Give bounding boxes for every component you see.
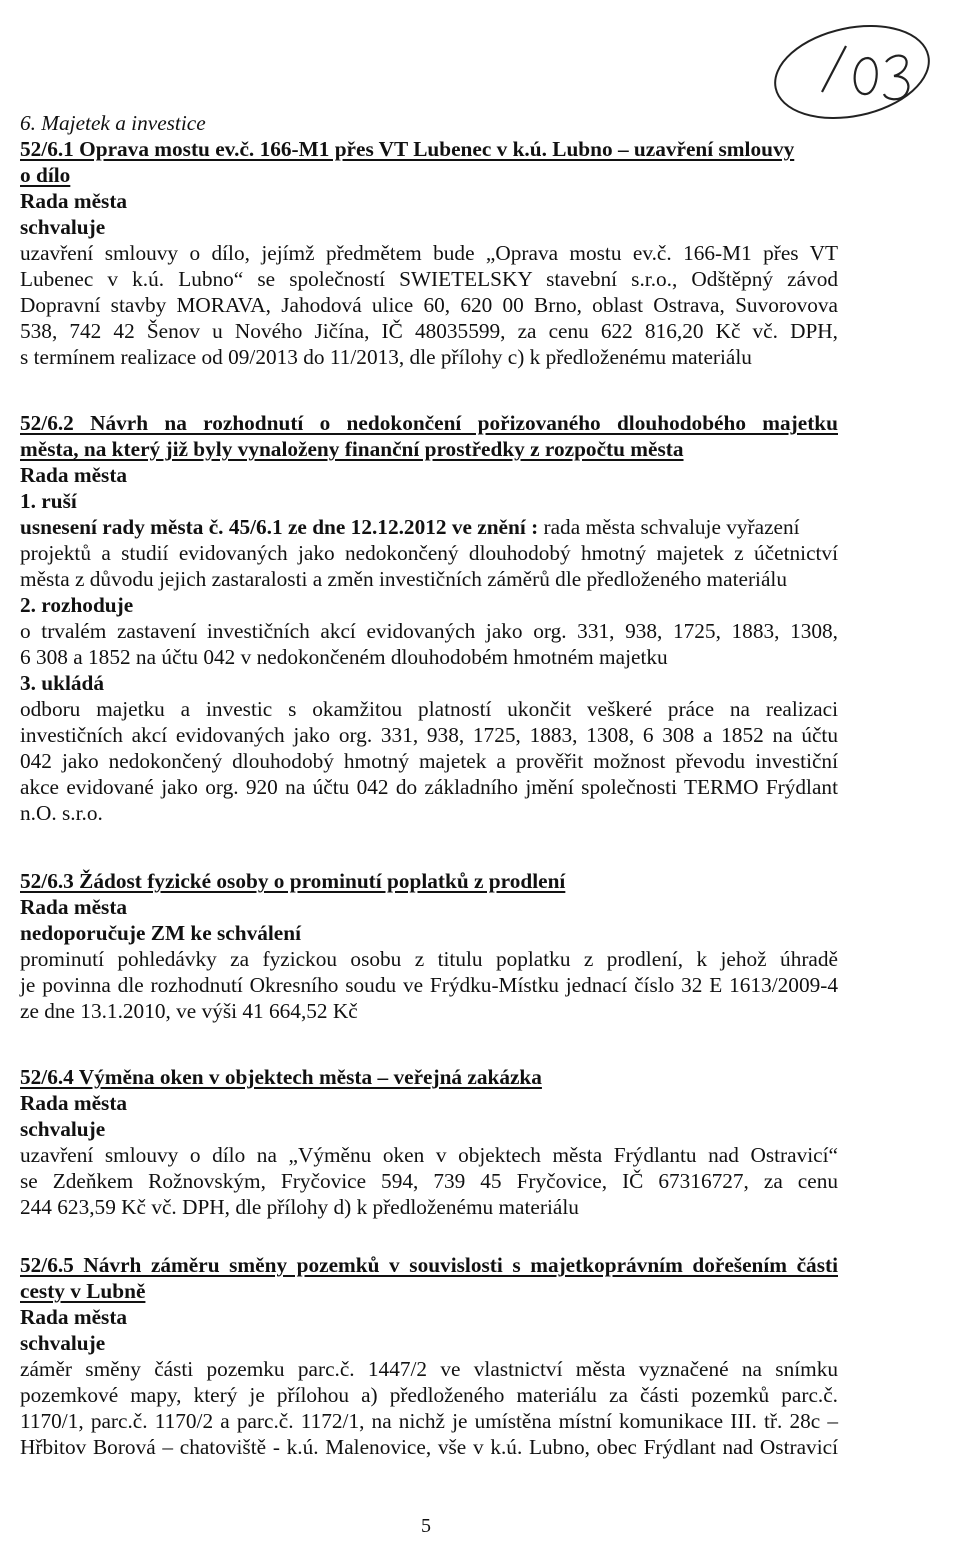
item-6-4-title: 52/6.4 Výměna oken v objektech města – veřejná zakázka (20, 1065, 542, 1089)
item-6-3-text-line: je povinna dle rozhodnutí Okresního soudu ve Frýdku-Místku jednací číslo 32 E 1613/2009-4 (20, 973, 838, 997)
item-6-2-text-line: 6 308 a 1852 na účtu 042 v nedokončeném dlouhodobém hmotném majetku (20, 645, 668, 669)
item-6-2-text-line: akce evidované jako org. 920 na účtu 042 do základního jmění společnosti TERMO Frýdlant (20, 775, 838, 799)
item-6-2-text-line: investičních akcí evidovaných jako org. 331, 938, 1725, 1883, 1308, 6 308 a 1852 na účtu (20, 723, 838, 747)
item-6-5-text-line: 1170/1, parc.č. 1170/2 a parc.č. 1172/1, na nichž je umístěna místní komunikace III. tř. 28c – (20, 1409, 838, 1433)
item-6-2-text-line: odboru majetku a investic s okamžitou platností ukončit veškeré práce na realizaci (20, 697, 838, 721)
item-6-1-text-line: Dopravní stavby MORAVA, Jahodová ulice 60, 620 00 Brno, oblast Ostrava, Suvorovova (20, 293, 838, 317)
item-6-4-verb: schvaluje (20, 1117, 106, 1141)
item-6-1-text-line: 538, 742 42 Šenov u Nového Jičína, IČ 48035599, za cenu 622 816,20 Kč vč. DPH, (20, 319, 838, 343)
item-6-2-text-line: 042 jako nedokončený dlouhodobý hmotný majetek a prověřit možnost převodu investiční (20, 749, 838, 773)
item-6-4-text-line: 244 623,59 Kč vč. DPH, dle přílohy d) k předloženému materiálu (20, 1195, 579, 1219)
resolution-reference: usnesení rady města č. 45/6.1 ze dne 12.12.2012 ve znění : (20, 515, 539, 539)
item-6-2-point-1: 1. ruší (20, 489, 77, 513)
item-6-2-point-3: 3. ukládá (20, 671, 105, 695)
item-6-2-text-line: o trvalém zastavení investičních akcí evidovaných jako org. 331, 938, 1725, 1883, 1308, (20, 619, 838, 643)
item-6-2-actor: Rada města (20, 463, 128, 487)
item-6-3-text-line: prominutí pohledávky za fyzickou osobu z titulu poplatku z prodlení, k jehož úhradě (20, 947, 838, 971)
item-6-1-title-cont: o dílo (20, 163, 71, 187)
item-6-1-text-line: uzavření smlouvy o dílo, jejímž předmětem bude „Oprava mostu ev.č. 166-M1 přes VT (20, 241, 838, 265)
page-number: 5 (421, 1515, 431, 1537)
item-6-2-resolution-line (20, 514, 800, 540)
item-6-4-actor: Rada města (20, 1091, 128, 1115)
item-6-2-text-line: n.O. s.r.o. (20, 801, 103, 825)
handwritten-page-stamp (760, 14, 940, 122)
item-6-3-verb: nedoporučuje ZM ke schválení (20, 921, 302, 945)
item-6-1-title: 52/6.1 Oprava mostu ev.č. 166-M1 přes VT Lubenec v k.ú. Lubno – uzavření smlouvy (20, 137, 795, 161)
item-6-1-text-line: Lubenec v k.ú. Lubno“ se společností SWIETELSKY stavební s.r.o., Odštěpný závod (20, 267, 838, 291)
section-heading: 6. Majetek a investice (20, 111, 206, 135)
item-6-1-text-line: s termínem realizace od 09/2013 do 11/2013, dle přílohy c) k předloženému materiálu (20, 345, 752, 369)
item-6-2-title: 52/6.2 Návrh na rozhodnutí o nedokončení pořizovaného dlouhodobého majetku (20, 411, 838, 435)
item-6-4-text-line: uzavření smlouvy o dílo na „Výměnu oken v objektech města Frýdlantu nad Ostravicí“ (20, 1143, 838, 1167)
item-6-3-title: 52/6.3 Žádost fyzické osoby o prominutí poplatků z prodlení (20, 869, 566, 893)
item-6-1-actor: Rada města (20, 189, 128, 213)
item-6-2-text-line: města z důvodu jejich zastaralosti a změn investičních záměrů dle předloženého materiálu (20, 567, 787, 591)
item-6-2-text-line: projektů a studií evidovaných jako nedokončený dlouhodobý hmotný majetek z účetnictví (20, 541, 838, 565)
item-6-3-actor: Rada města (20, 895, 128, 919)
resolution-text: rada města schvaluje vyřazení (538, 515, 800, 539)
item-6-5-title-cont: cesty v Lubně (20, 1279, 146, 1303)
item-6-2-point-2: 2. rozhoduje (20, 593, 134, 617)
item-6-4-text-line: se Zdeňkem Rožnovským, Fryčovice 594, 739 45 Fryčovice, IČ 67316727, za cenu (20, 1169, 838, 1193)
item-6-5-title: 52/6.5 Návrh záměru směny pozemků v souvislosti s majetkoprávním dořešením části (20, 1253, 838, 1277)
item-6-5-text-line: Hřbitov Borová – chatoviště - k.ú. Malenovice, vše v k.ú. Lubno, obec Frýdlant nad Ostravicí (20, 1435, 838, 1459)
item-6-5-verb: schvaluje (20, 1331, 106, 1355)
item-6-5-actor: Rada města (20, 1305, 128, 1329)
item-6-5-text-line: pozemkové mapy, který je přílohou a) předloženého materiálu za části pozemků parc.č. (20, 1383, 838, 1407)
item-6-1-verb: schvaluje (20, 215, 106, 239)
item-6-3-text-line: ze dne 13.1.2010, ve výši 41 664,52 Kč (20, 999, 358, 1023)
item-6-2-title-cont: města, na který již byly vynaloženy finanční prostředky z rozpočtu města (20, 437, 684, 461)
item-6-5-text-line: záměr směny části pozemku parc.č. 1447/2 ve vlastnictví města vyznačené na snímku (20, 1357, 838, 1381)
